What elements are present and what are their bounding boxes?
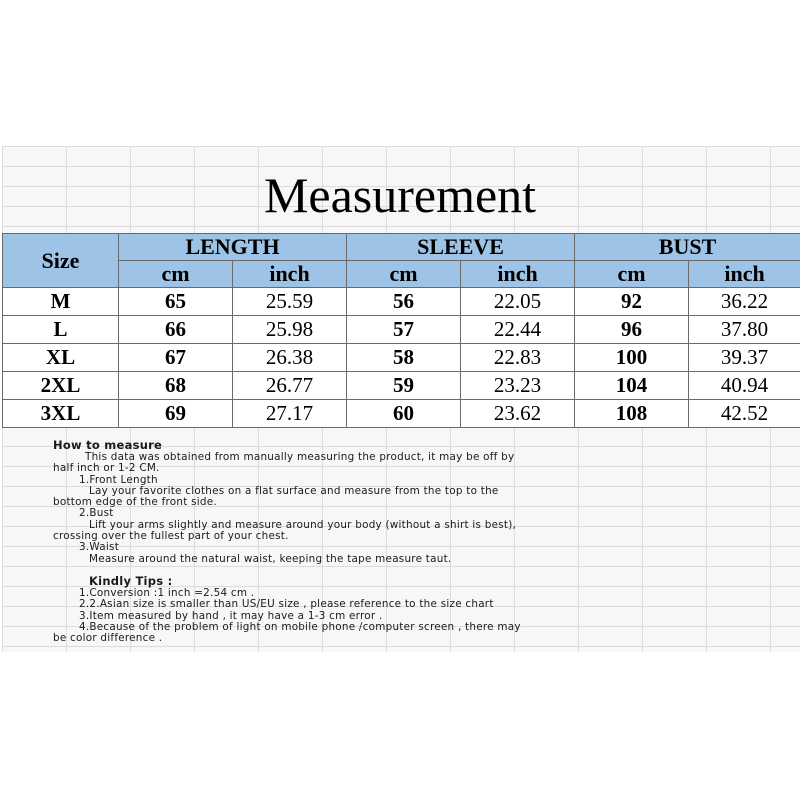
value-cell: 66 [119,316,233,344]
value-cell: 60 [347,400,461,428]
value-cell: 67 [119,344,233,372]
note-item-title: 1.Front Length [79,473,158,486]
note-item-title: 2.Bust [79,507,114,520]
length-group-header: LENGTH [119,234,347,261]
unit-header: cm [119,261,233,288]
tip-line: 2.2.Asian size is smaller than US/EU size , please reference to the size chart [79,598,494,611]
note-line: bottom edge of the front side. [53,496,217,509]
value-cell: 25.59 [233,288,347,316]
table-row [3,372,800,400]
value-cell: 104 [575,372,689,400]
table-header-row [3,234,800,261]
value-cell: 69 [119,400,233,428]
value-cell: 22.05 [461,288,575,316]
value-cell: 26.77 [233,372,347,400]
how-to-measure-heading: How to measure [53,438,163,452]
note-line: Lift your arms slightly and measure around your body (without a shirt is best), [89,518,517,531]
value-cell: 68 [119,372,233,400]
table-row [3,400,800,428]
sleeve-group-header: SLEEVE [347,234,575,261]
size-cell: XL [3,344,119,372]
unit-header: cm [575,261,689,288]
table-row [3,316,800,344]
tip-line: 4.Because of the problem of light on mobile phone /computer screen , there may [79,620,521,633]
value-cell: 23.23 [461,372,575,400]
tip-line: 1.Conversion :1 inch =2.54 cm . [79,586,255,599]
value-cell: 96 [575,316,689,344]
value-cell: 58 [347,344,461,372]
tip-line: 3.Item measured by hand , it may have a 1-3 cm error . [79,609,383,622]
note-line: Measure around the natural waist, keeping the tape measure taut. [89,552,452,565]
note-item-title: 3.Waist [79,541,120,554]
unit-header: inch [461,261,575,288]
size-chart-table [2,233,800,428]
size-cell: M [3,288,119,316]
value-cell: 57 [347,316,461,344]
table-unit-row [3,261,800,288]
value-cell: 25.98 [233,316,347,344]
note-line: Lay your favorite clothes on a flat surface and measure from the top to the [89,484,499,497]
value-cell: 22.44 [461,316,575,344]
measurement-notes [53,438,743,644]
value-cell: 26.38 [233,344,347,372]
value-cell: 65 [119,288,233,316]
size-cell: L [3,316,119,344]
tip-line: be color difference . [53,632,163,645]
size-cell: 3XL [3,400,119,428]
value-cell: 100 [575,344,689,372]
bust-group-header: BUST [575,234,800,261]
value-cell: 37.80 [689,316,800,344]
page-title: Measurement [263,167,537,223]
value-cell: 23.62 [461,400,575,428]
value-cell: 39.37 [689,344,800,372]
value-cell: 36.22 [689,288,800,316]
note-line: half inch or 1-2 CM. [53,462,160,475]
value-cell: 59 [347,372,461,400]
unit-header: inch [233,261,347,288]
value-cell: 40.94 [689,372,800,400]
value-cell: 56 [347,288,461,316]
unit-header: inch [689,261,800,288]
note-line: crossing over the fullest part of your chest. [53,530,289,543]
size-cell: 2XL [3,372,119,400]
value-cell: 92 [575,288,689,316]
size-column-header: Size [3,234,119,288]
value-cell: 42.52 [689,400,800,428]
value-cell: 27.17 [233,400,347,428]
value-cell: 108 [575,400,689,428]
kindly-tips-heading: Kindly Tips : [89,573,173,588]
table-row [3,288,800,316]
note-line: This data was obtained from manually measuring the product, it may be off by [85,451,515,463]
value-cell: 22.83 [461,344,575,372]
spacer [53,565,743,574]
unit-header: cm [347,261,461,288]
table-row [3,344,800,372]
